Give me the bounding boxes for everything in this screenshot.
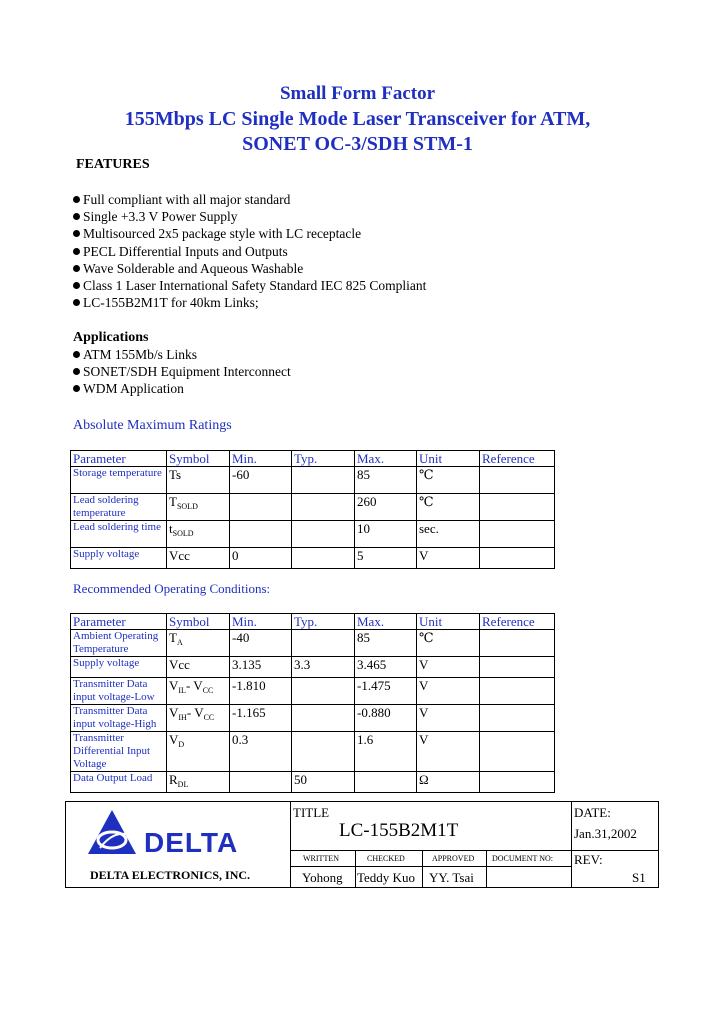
feature-item: Wave Solderable and Aqueous Washable [73,260,426,277]
min-cell: -40 [230,630,292,657]
bullet-icon [73,299,80,306]
checked-label: CHECKED [367,854,405,863]
doc-title-line-2: 155Mbps LC Single Mode Laser Transceiver for ATM, [124,108,591,130]
table-row [71,494,555,521]
min-cell [230,521,292,548]
title-label: TITLE [293,805,330,820]
unit-cell: V [417,657,480,678]
max-cell [355,772,417,793]
logo-wordmark: DELTA [144,827,239,858]
rev-label: REV: [574,852,603,867]
max-cell: 1.6 [355,732,417,772]
max-cell: 5 [355,548,417,569]
unit-cell: ℃ [417,467,480,494]
min-cell: 0 [230,548,292,569]
col-header: Parameter [71,614,167,630]
table-row [71,548,555,569]
table-row [71,732,555,772]
min-cell: 0.3 [230,732,292,772]
typ-cell [292,494,355,521]
unit-cell: Ω [417,772,480,793]
col-header: Max. [355,614,417,630]
ref-cell [480,630,555,657]
unit-cell: ℃ [417,630,480,657]
ref-cell [480,705,555,732]
written-label: WRITTEN [303,854,339,863]
max-cell: 260 [355,494,417,521]
ref-cell [480,678,555,705]
param-cell: Ambient Operating Temperature [71,630,167,657]
min-cell: -60 [230,467,292,494]
col-header: Min. [230,451,292,467]
max-cell: -1.475 [355,678,417,705]
table-row [71,630,555,657]
symbol-cell: Ts [167,467,230,494]
approved-value: YY. Tsai [429,870,474,885]
applications-list [73,346,291,398]
col-header: Unit [417,614,480,630]
table-row [71,705,555,732]
symbol-cell: $T_A$ [167,630,230,657]
col-header: Max. [355,451,417,467]
divider [290,802,291,887]
typ-cell [292,732,355,772]
doc-title-line-3: SONET OC-3/SDH STM-1 [242,133,473,155]
application-item: SONET/SDH Equipment Interconnect [73,363,291,380]
abs-max-heading: Absolute Maximum Ratings [73,418,232,433]
ref-cell [480,467,555,494]
param-cell: Transmitter Differential Input Voltage [71,732,167,772]
checked-value: Teddy Kuo [357,870,415,885]
table-row [71,467,555,494]
symbol-cell: Vcc [167,657,230,678]
param-cell: Supply voltage [71,657,167,678]
bullet-icon [73,282,80,289]
divider [290,850,658,851]
feature-item: PECL Differential Inputs and Outputs [73,243,426,260]
bullet-icon [73,213,80,220]
divider [486,850,487,887]
col-header: Typ. [292,451,355,467]
bullet-icon [73,196,80,203]
typ-cell [292,467,355,494]
col-header: Symbol [167,451,230,467]
table-row [71,678,555,705]
bullet-icon [73,368,80,375]
min-cell: -1.810 [230,678,292,705]
feature-item: Class 1 Laser International Safety Standard IEC 825 Compliant [73,277,426,294]
approved-label: APPROVED [432,854,475,863]
ref-cell [480,772,555,793]
table-header-row [71,614,555,630]
feature-item: Multisourced 2x5 package style with LC receptacle [73,225,426,242]
max-cell: 85 [355,467,417,494]
ref-cell [480,494,555,521]
max-cell: -0.880 [355,705,417,732]
date-value: Jan.31,2002 [574,826,637,841]
symbol-cell: $V_{IH}-$ $V_{CC}$ [167,705,230,732]
ref-cell [480,657,555,678]
divider [571,802,572,887]
symbol-cell: Vcc [167,548,230,569]
rec-op-heading: Recommended Operating Conditions: [73,581,271,596]
title-value: LC-155B2M1T [339,820,459,841]
max-cell: 3.465 [355,657,417,678]
ref-cell [480,521,555,548]
bullet-icon [73,385,80,392]
title-block [65,801,659,888]
bullet-icon [73,230,80,237]
symbol-cell: $V_D$ [167,732,230,772]
table-row [71,772,555,793]
param-cell: Lead soldering temperature [71,494,167,521]
typ-cell [292,521,355,548]
rec-op-table [70,613,555,793]
rev-value: S1 [632,870,646,885]
bullet-icon [73,265,80,272]
bullet-icon [73,351,80,358]
unit-cell: ℃ [417,494,480,521]
feature-item: Single +3.3 V Power Supply [73,208,426,225]
param-cell: Transmitter Data input voltage-High [71,705,167,732]
min-cell [230,772,292,793]
ref-cell [480,548,555,569]
col-header: Parameter [71,451,167,467]
symbol-cell: $T_{SOLD}$ [167,494,230,521]
symbol-cell: $R_{DL}$ [167,772,230,793]
max-cell: 85 [355,630,417,657]
docno-label: DOCUMENT NO: [492,854,553,863]
min-cell [230,494,292,521]
divider [290,866,571,867]
min-cell: 3.135 [230,657,292,678]
param-cell: Supply voltage [71,548,167,569]
table-header-row [71,451,555,467]
written-value: Yohong [302,870,343,885]
unit-cell: V [417,548,480,569]
col-header: Symbol [167,614,230,630]
param-cell: Lead soldering time [71,521,167,548]
company-name: DELTA ELECTRONICS, INC. [90,868,251,882]
delta-logo-icon [86,808,138,856]
bullet-icon [73,248,80,255]
typ-cell: 3.3 [292,657,355,678]
features-list [73,191,426,311]
ref-cell [480,732,555,772]
applications-heading: Applications [73,330,149,345]
table-row [71,521,555,548]
unit-cell: V [417,705,480,732]
divider [422,850,423,887]
col-header: Reference [480,451,555,467]
typ-cell [292,548,355,569]
features-heading: FEATURES [76,157,150,172]
application-item: WDM Application [73,380,291,397]
divider [355,850,356,887]
date-label: DATE: [574,805,611,820]
param-cell: Transmitter Data input voltage-Low [71,678,167,705]
feature-item: Full compliant with all major standard [73,191,426,208]
param-cell: Storage temperature [71,467,167,494]
unit-cell: V [417,732,480,772]
typ-cell [292,630,355,657]
typ-cell [292,705,355,732]
typ-cell: 50 [292,772,355,793]
col-header: Reference [480,614,555,630]
unit-cell: V [417,678,480,705]
unit-cell: sec. [417,521,480,548]
param-cell: Data Output Load [71,772,167,793]
abs-max-table [70,450,555,569]
col-header: Min. [230,614,292,630]
symbol-cell: $V_{IL}-$ $V_{CC}$ [167,678,230,705]
application-item: ATM 155Mb/s Links [73,346,291,363]
symbol-cell: $t_{SOLD}$ [167,521,230,548]
feature-item: LC-155B2M1T for 40km Links; [73,294,426,311]
col-header: Unit [417,451,480,467]
doc-title-line-1: Small Form Factor [279,83,436,104]
max-cell: 10 [355,521,417,548]
min-cell: -1.165 [230,705,292,732]
col-header: Typ. [292,614,355,630]
table-row [71,657,555,678]
typ-cell [292,678,355,705]
